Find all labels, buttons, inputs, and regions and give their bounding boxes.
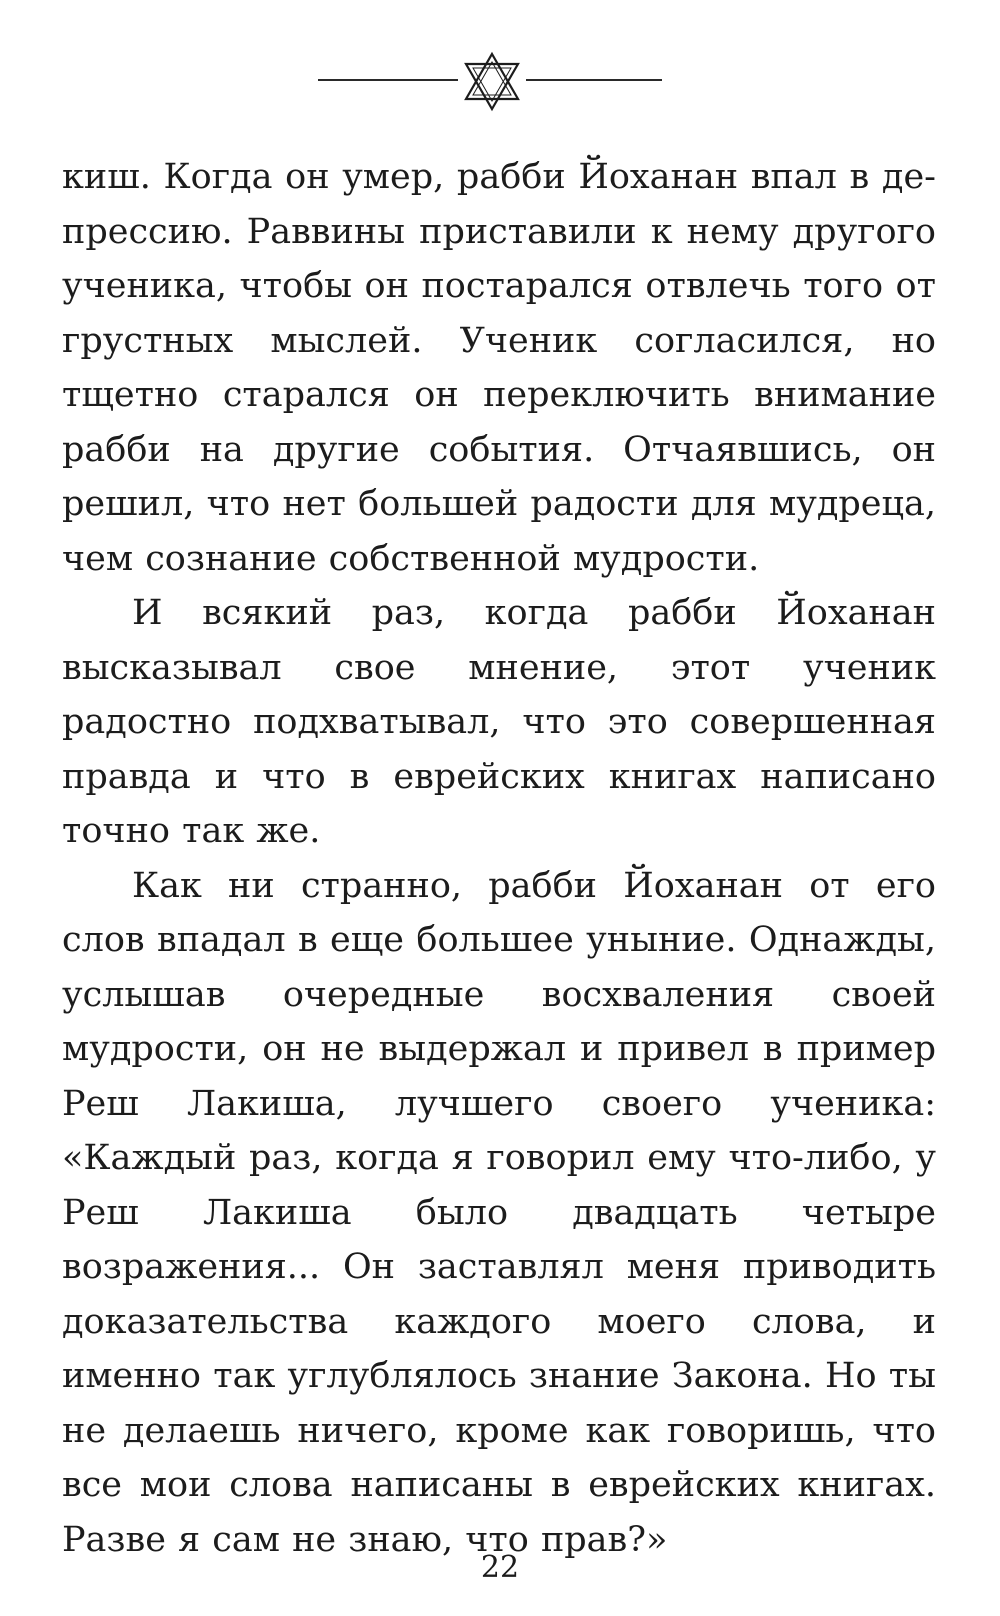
paragraph-3: Как ни странно, рабби Йоханан от его слов впадал в еще большее уныние. Однажды, услышав очередные восхваления своей мудрости, он не выдержал и привел в пример Реш Лакиша, лучшего своего ученика: «Каждый раз, когда я говорил ему что-либо, у Реш Лакиша было двадцать четыре возражения... Он заставлял меня приводить доказательства каждого моего слова, и именно так углублялось знание Закона. Но ты не делаешь ничего, кроме как говоришь, что все мои слова написаны в еврейских книгах. Разве я сам не знаю, что прав?»	[62, 865, 936, 1560]
star-of-david-icon	[300, 46, 700, 126]
page-number: 22	[480, 1550, 520, 1585]
body-text	[62, 150, 936, 1567]
header-ornament	[300, 46, 700, 126]
paragraph-2: И всякий раз, когда рабби Йоханан высказывал свое мнение, этот ученик радостно подхватывал, что это совершенная правда и что в еврейских книгах написано точно так же.	[62, 593, 936, 851]
paragraph-1: киш. Когда он умер, рабби Йоханан впал в депрессию. Раввины приставили к нему другого ученика, чтобы он постарался отвлечь того от грустных мыслей. Ученик согласился, но тщетно старался он переключить внимание рабби на другие события. Отчаявшись, он решил, что нет большей радости для мудреца, чем сознание собственной мудрости.	[62, 157, 936, 579]
